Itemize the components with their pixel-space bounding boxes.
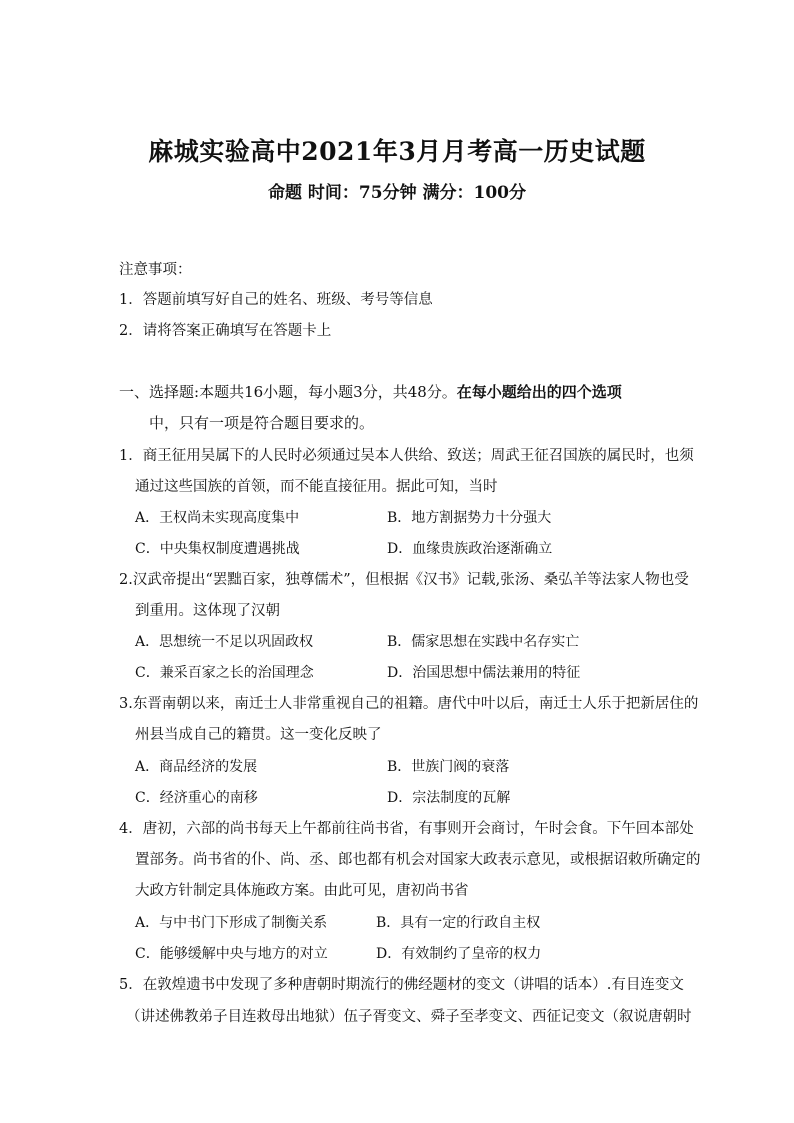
question-4-line: 置部务。尚书省的仆、尚、丞、郎也都有机会对国家大政表示意见，或根据诏敕所确定的 xyxy=(135,852,701,868)
q1-option-b: B．地方割据势力十分强大 xyxy=(387,510,552,526)
question-4-line: 4．唐初，六部的尚书每天上午都前往尚书省，有事则开会商讨，午时会食。下午回本部处 xyxy=(119,821,694,837)
notes-item: 2．请将答案正确填写在答题卡上 xyxy=(119,323,332,339)
q2-option-d: D．治国思想中儒法兼用的特征 xyxy=(387,665,581,681)
question-3-line: 3.东晋南朝以来，南迁士人非常重视自己的祖籍。唐代中叶以后，南迁士人乐于把新居住的 xyxy=(119,696,699,712)
question-5-line: （讲述佛教弟子目连救母出地狱）伍子胥变文、舜子至孝变文、西征记变文（叙说唐朝时 xyxy=(126,1009,692,1025)
section-prefix: 一、选择题: xyxy=(119,383,200,401)
q1-option-a: A．王权尚未实现高度集中 xyxy=(135,510,300,526)
q4-option-c: C．能够缓解中央与地方的对立 xyxy=(135,946,328,962)
question-3-line: 州县当成自己的籍贯。这一变化反映了 xyxy=(135,727,382,743)
question-2-line: 到重用。这体现了汉朝 xyxy=(135,603,280,619)
section-heading xyxy=(119,382,622,402)
exam-title: 麻城实验高中2021年3月月考高一历史试题 xyxy=(148,137,646,166)
q1-option-c: C．中央集权制度遭遇挑战 xyxy=(135,541,300,557)
q3-option-b: B．世族门阀的衰落 xyxy=(387,759,510,775)
section-desc-bold: 在每小题给出的四个选项 xyxy=(456,383,622,401)
question-1-line: 1．商王征用吴属下的人民时必须通过吴本人供给、致送；周武王征召国族的属民时，也须 xyxy=(119,448,694,464)
q4-option-a: A．与中书门下形成了制衡关系 xyxy=(135,915,328,931)
section-line2: 中，只有一项是符合题目要求的。 xyxy=(149,414,375,432)
q2-option-b: B．儒家思想在实践中名存实亡 xyxy=(387,634,580,650)
section-desc: 本题共16小题，每小题3分，共48分。 xyxy=(199,383,457,401)
q4-option-b: B．具有一定的行政自主权 xyxy=(376,915,541,931)
q3-option-a: A．商品经济的发展 xyxy=(135,759,258,775)
question-5-line: 5．在敦煌遗书中发现了多种唐朝时期流行的佛经题材的变文（讲唱的话本）.有目连变文 xyxy=(119,977,684,993)
q3-option-c: C．经济重心的南移 xyxy=(135,790,258,806)
notes-item: 1．答题前填写好自己的姓名、班级、考号等信息 xyxy=(119,292,433,308)
q2-option-a: A．思想统一不足以巩固政权 xyxy=(135,634,314,650)
q2-option-c: C．兼采百家之长的治国理念 xyxy=(135,665,314,681)
notes-heading: 注意事项： xyxy=(119,262,192,278)
exam-subtitle: 命题 时间：75分钟 满分：100分 xyxy=(268,183,526,203)
q1-option-d: D．血缘贵族政治逐渐确立 xyxy=(387,541,553,557)
question-4-line: 大政方针制定具体施政方案。由此可见，唐初尚书省 xyxy=(135,883,469,899)
q4-option-d: D．有效制约了皇帝的权力 xyxy=(376,946,542,962)
question-2-line: 2.汉武帝提出“罢黜百家，独尊儒术”，但根据《汉书》记载,张汤、桑弘羊等法家人物也受 xyxy=(119,572,689,588)
q3-option-d: D．宗法制度的瓦解 xyxy=(387,790,511,806)
question-1-line: 通过这些国族的首领，而不能直接征用。据此可知，当时 xyxy=(135,479,498,495)
